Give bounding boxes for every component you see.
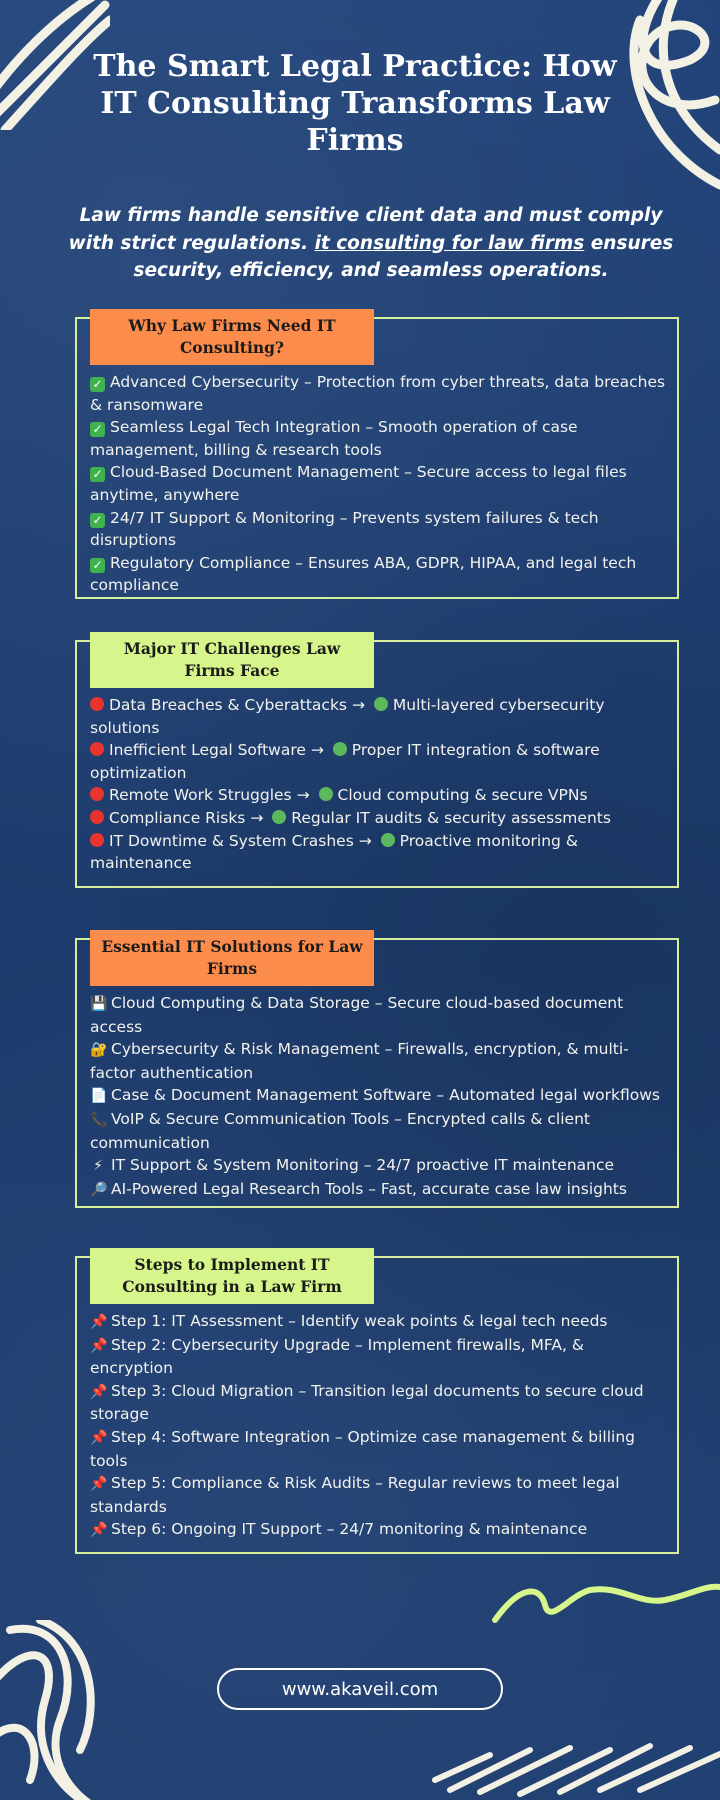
list-item: 🔐 Cybersecurity & Risk Management – Firewalls, encryption, & multi-factor authentication: [90, 1040, 629, 1082]
green-circle-icon: [272, 810, 286, 824]
list-item: 📌 Step 1: IT Assessment – Identify weak points & legal tech needs: [90, 1310, 669, 1334]
red-circle-icon: [90, 697, 104, 711]
check-icon: ✓: [90, 377, 105, 392]
list-item: 💾 Cloud Computing & Data Storage – Secure cloud-based document access: [90, 994, 624, 1036]
list-item: Remote Work Struggles → Cloud computing & secure VPNs: [90, 784, 669, 807]
pushpin-icon: 📌: [90, 1522, 108, 1539]
arrow-icon: →: [310, 741, 324, 760]
arrow-icon: →: [250, 808, 264, 827]
red-circle-icon: [90, 787, 104, 801]
pushpin-icon: 📌: [90, 1476, 108, 1493]
pushpin-icon: 📌: [90, 1337, 108, 1354]
pushpin-icon: 📌: [90, 1383, 108, 1400]
squiggle-green-decoration: [490, 1575, 720, 1635]
section-title: Essential IT Solutions for Law Firms: [90, 930, 374, 986]
list-item: Inefficient Legal Software → Proper IT integration & software optimization: [90, 741, 600, 782]
list-item: ✓ Cloud-Based Document Management – Secure access to legal files anytime, anywhere: [90, 463, 627, 504]
list-item: 🔎 AI-Powered Legal Research Tools – Fast, accurate case law insights: [90, 1178, 669, 1202]
list-item: ✓ Advanced Cybersecurity – Protection from cyber threats, data breaches & ransomware: [90, 373, 666, 414]
intro-text: [60, 202, 682, 285]
section-title: Major IT Challenges Law Firms Face: [90, 632, 374, 688]
check-icon: ✓: [90, 422, 105, 437]
check-icon: ✓: [90, 467, 105, 482]
list-item: ⚡ IT Support & System Monitoring – 24/7 proactive IT maintenance: [90, 1154, 669, 1178]
pushpin-icon: 📌: [90, 1429, 108, 1446]
list-item: 📞 VoIP & Secure Communication Tools – Encrypted calls & client communication: [90, 1109, 590, 1152]
green-circle-icon: [374, 697, 388, 711]
list-item: ✓ Seamless Legal Tech Integration – Smooth operation of case management, billing & research tools: [90, 418, 578, 459]
section-it-solutions: [75, 938, 679, 1208]
green-circle-icon: [319, 787, 333, 801]
section-why-law-firms: [75, 317, 679, 599]
list-item: 📄 Case & Document Management Software – Automated legal workflows: [90, 1084, 669, 1108]
solutions-list: [90, 992, 669, 1201]
section-title: Why Law Firms Need IT Consulting?: [90, 309, 374, 365]
section-title: Steps to Implement IT Consulting in a Law Firm: [90, 1248, 374, 1304]
pushpin-icon: 📌: [90, 1314, 108, 1330]
arrow-icon: →: [358, 831, 372, 850]
list-item: 📌 Step 2: Cybersecurity Upgrade – Implement firewalls, MFA, & encryption: [90, 1335, 584, 1378]
section-it-challenges: [75, 640, 679, 888]
list-item: Data Breaches & Cyberattacks → Multi-layered cybersecurity solutions: [90, 696, 605, 737]
list-item: 📌 Step 5: Compliance & Risk Audits – Regular reviews to meet legal standards: [90, 1474, 620, 1516]
intro-text-after: ensures security, efficiency, and seamless operations.: [133, 232, 674, 281]
check-icon: ✓: [90, 513, 105, 528]
list-item: 📌 Step 6: Ongoing IT Support – 24/7 monitoring & maintenance: [90, 1518, 669, 1542]
document-icon: 📄: [90, 1088, 108, 1105]
phone-icon: 📞: [90, 1111, 108, 1128]
green-circle-icon: [381, 833, 395, 847]
page-title: The Smart Legal Practice: How IT Consulting Transforms Law Firms: [93, 49, 617, 158]
arrow-icon: →: [296, 786, 310, 805]
challenges-list: [90, 694, 669, 875]
check-icon: ✓: [90, 558, 105, 573]
list-item: ✓ Regulatory Compliance – Ensures ABA, GDPR, HIPAA, and legal tech compliance: [90, 553, 637, 595]
floppy-disk-icon: 💾: [90, 996, 108, 1012]
red-circle-icon: [90, 810, 104, 824]
intro-link[interactable]: it consulting for law firms: [314, 232, 585, 254]
list-item: 📌 Step 4: Software Integration – Optimize case management & billing tools: [90, 1427, 635, 1470]
lightning-icon: ⚡: [93, 1158, 103, 1175]
website-button[interactable]: www.akaveil.com: [217, 1668, 503, 1710]
intro-text-before: Law firms handle sensitive client data and must comply with strict regulations.: [68, 205, 663, 254]
scribble-bottom-left-decoration: [0, 1620, 110, 1800]
list-item: Compliance Risks → Regular IT audits & security assessments: [90, 807, 669, 830]
green-circle-icon: [333, 742, 347, 756]
arrow-icon: →: [351, 696, 365, 714]
list-item: ✓ 24/7 IT Support & Monitoring – Prevents system failures & tech disruptions: [90, 508, 599, 550]
scribble-top-right-decoration: [620, 0, 720, 190]
list-item: 📌 Step 3: Cloud Migration – Transition legal documents to secure cloud storage: [90, 1381, 644, 1424]
red-circle-icon: [90, 742, 104, 756]
red-circle-icon: [90, 833, 104, 847]
steps-list: [90, 1310, 669, 1542]
lock-icon: 🔐: [90, 1042, 108, 1059]
benefits-list: [90, 371, 669, 597]
scribble-bottom-right-decoration: [430, 1720, 720, 1800]
section-implementation-steps: [75, 1256, 679, 1554]
list-item: IT Downtime & System Crashes → Proactive monitoring & maintenance: [90, 831, 578, 873]
magnifier-icon: 🔎: [90, 1181, 108, 1198]
